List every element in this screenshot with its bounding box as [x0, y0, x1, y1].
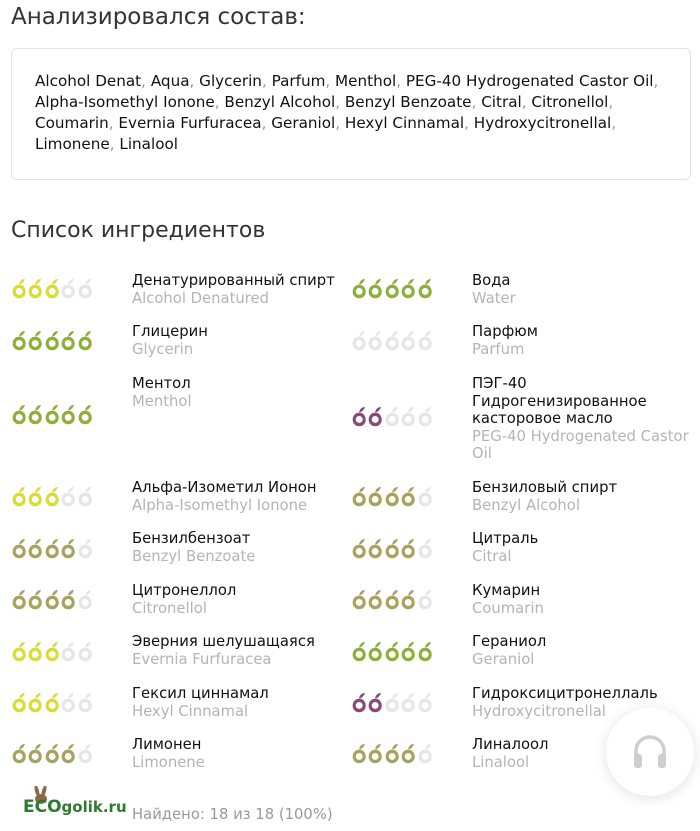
- ingredient-name-ru: Денатурированный спирт: [132, 272, 335, 289]
- composition-item: Menthol: [335, 72, 397, 90]
- drop-icon: [27, 639, 43, 663]
- ingredient-name-ru: Бензилбензоат: [132, 530, 251, 547]
- drop-icon: [77, 690, 93, 714]
- drop-icon: [351, 690, 367, 714]
- ingredient-name-ru: Кумарин: [472, 582, 541, 599]
- drop-icon: [44, 402, 60, 426]
- audio-button[interactable]: [606, 708, 694, 796]
- drop-icon: [77, 741, 93, 765]
- logo-domain: golik.ru: [61, 798, 127, 816]
- composition-separator: ,: [261, 72, 272, 90]
- headphones-icon: [631, 734, 669, 770]
- composition-separator: ,: [214, 93, 225, 111]
- composition-item: Aqua: [150, 72, 190, 90]
- drop-icon: [367, 484, 383, 508]
- drop-icon: [60, 639, 76, 663]
- drop-icon: [77, 328, 93, 352]
- drop-icon: [400, 404, 416, 428]
- ingredient-names: [472, 375, 696, 463]
- drop-icon: [11, 587, 27, 611]
- drop-icon: [367, 536, 383, 560]
- composition-item: Hydroxycitronellal: [473, 114, 612, 132]
- composition-separator: ,: [464, 114, 474, 132]
- drop-icon: [417, 328, 433, 352]
- drop-icon: [60, 690, 76, 714]
- safety-rating: [11, 484, 93, 508]
- drop-icon: [11, 484, 27, 508]
- drop-icon: [60, 402, 76, 426]
- ingredients-heading: Список ингредиентов: [11, 218, 266, 243]
- safety-rating: [351, 276, 433, 300]
- ingredient-name-en: Parfum: [472, 340, 525, 358]
- ingredient-names: [132, 685, 356, 720]
- drop-icon: [77, 276, 93, 300]
- composition-separator: ,: [521, 93, 532, 111]
- drop-icon: [77, 587, 93, 611]
- composition-item: Coumarin: [35, 114, 109, 132]
- drop-icon: [400, 484, 416, 508]
- drop-icon: [417, 639, 433, 663]
- drop-icon: [27, 402, 43, 426]
- ingredient-name-ru: Цитраль: [472, 530, 539, 547]
- drop-icon: [27, 741, 43, 765]
- composition-item: PEG-40 Hydrogenated Castor Oil: [405, 72, 654, 90]
- drop-icon: [367, 741, 383, 765]
- drop-icon: [417, 404, 433, 428]
- drop-icon: [384, 276, 400, 300]
- drop-icon: [11, 276, 27, 300]
- drop-icon: [44, 484, 60, 508]
- ingredient-name-en: Hexyl Cinnamal: [132, 702, 249, 720]
- drop-icon: [400, 328, 416, 352]
- drop-icon: [384, 536, 400, 560]
- drop-icon: [11, 328, 27, 352]
- safety-rating: [11, 402, 93, 426]
- drop-icon: [400, 587, 416, 611]
- composition-separator: ,: [189, 72, 200, 90]
- drop-icon: [367, 690, 383, 714]
- composition-separator: ,: [108, 114, 119, 132]
- drop-icon: [60, 328, 76, 352]
- safety-rating: [351, 587, 433, 611]
- drop-icon: [384, 484, 400, 508]
- safety-rating: [351, 484, 433, 508]
- safety-rating: [351, 690, 433, 714]
- drop-icon: [417, 587, 433, 611]
- drop-icon: [11, 536, 27, 560]
- drop-icon: [417, 536, 433, 560]
- drop-icon: [44, 276, 60, 300]
- ingredient-names: [132, 479, 356, 514]
- composition-separator: ,: [261, 114, 272, 132]
- drop-icon: [44, 587, 60, 611]
- drop-icon: [417, 276, 433, 300]
- drop-icon: [60, 484, 76, 508]
- ingredient-name-en: Glycerin: [132, 340, 194, 358]
- drop-icon: [400, 639, 416, 663]
- safety-rating: [11, 690, 93, 714]
- drop-icon: [60, 536, 76, 560]
- composition-separator: ,: [611, 114, 617, 132]
- ingredient-name-en: Citral: [472, 547, 512, 565]
- drop-icon: [367, 587, 383, 611]
- composition-item: Hexyl Cinnamal: [344, 114, 465, 132]
- drop-icon: [351, 404, 367, 428]
- drop-icon: [27, 328, 43, 352]
- composition-item: Limonene: [35, 135, 110, 153]
- composition-separator: ,: [141, 72, 151, 90]
- ingredient-name-ru: Лимонен: [132, 736, 202, 753]
- ingredient-names: [472, 323, 696, 358]
- safety-rating: [11, 276, 93, 300]
- ingredient-name-ru: Линалоол: [472, 736, 549, 753]
- drop-icon: [384, 404, 400, 428]
- ingredient-name-ru: ПЭГ-40 Гидрогенизированное касторовое масло: [472, 375, 647, 427]
- composition-separator: ,: [335, 114, 345, 132]
- composition-separator: ,: [109, 135, 120, 153]
- drop-icon: [44, 328, 60, 352]
- drop-icon: [417, 484, 433, 508]
- drop-icon: [77, 639, 93, 663]
- ingredient-name-en: Citronellol: [132, 599, 207, 617]
- ingredient-names: [132, 272, 356, 307]
- ingredient-names: [472, 272, 696, 307]
- drop-icon: [367, 404, 383, 428]
- composition-item: Citronellol: [531, 93, 609, 111]
- composition-separator: ,: [608, 93, 614, 111]
- drop-icon: [60, 587, 76, 611]
- safety-rating: [11, 639, 93, 663]
- ingredient-name-ru: Бензиловый спирт: [472, 479, 618, 496]
- ingredient-name-ru: Парфюм: [472, 323, 538, 340]
- drop-icon: [351, 639, 367, 663]
- drop-icon: [384, 690, 400, 714]
- drop-icon: [77, 484, 93, 508]
- ingredient-name-en: Limonene: [132, 753, 205, 771]
- ingredient-name-en: Benzyl Alcohol: [472, 496, 580, 514]
- ingredient-name-ru: Гидроксицитронеллаль: [472, 685, 658, 702]
- ingredient-name-en: Evernia Furfuracea: [132, 650, 272, 668]
- drop-icon: [27, 536, 43, 560]
- ingredient-name-ru: Глицерин: [132, 323, 208, 340]
- drop-icon: [44, 741, 60, 765]
- composition-item: Citral: [481, 93, 522, 111]
- composition-item: Benzyl Alcohol: [224, 93, 336, 111]
- ingredient-name-ru: Вода: [472, 272, 511, 289]
- drop-icon: [367, 639, 383, 663]
- drop-icon: [384, 587, 400, 611]
- drop-icon: [11, 402, 27, 426]
- drop-icon: [27, 276, 43, 300]
- ingredient-name-ru: Ментол: [132, 375, 191, 392]
- composition-separator: ,: [653, 72, 659, 90]
- ingredient-names: [472, 633, 696, 668]
- ingredient-name-ru: Гераниол: [472, 633, 547, 650]
- safety-rating: [11, 741, 93, 765]
- drop-icon: [384, 328, 400, 352]
- composition-item: Benzyl Benzoate: [344, 93, 472, 111]
- ingredient-names: [132, 736, 356, 771]
- ingredient-names: [132, 582, 356, 617]
- safety-rating: [11, 328, 93, 352]
- ingredient-name-en: Alcohol Denatured: [132, 289, 270, 307]
- ingredient-name-en: Water: [472, 289, 516, 307]
- drop-icon: [400, 741, 416, 765]
- drop-icon: [27, 484, 43, 508]
- drop-icon: [351, 276, 367, 300]
- safety-rating: [351, 536, 433, 560]
- composition-separator: ,: [325, 72, 336, 90]
- composition-item: Geraniol: [271, 114, 336, 132]
- ingredient-names: [132, 323, 356, 358]
- ingredient-name-en: Hydroxycitronellal: [472, 702, 606, 720]
- drop-icon: [44, 536, 60, 560]
- drop-icon: [367, 276, 383, 300]
- drop-icon: [351, 328, 367, 352]
- found-count: Найдено: 18 из 18 (100%): [132, 806, 333, 823]
- safety-rating: [351, 741, 433, 765]
- drop-icon: [11, 639, 27, 663]
- drop-icon: [27, 587, 43, 611]
- ingredient-name-ru: Альфа-Изометил Ионон: [132, 479, 317, 496]
- ingredient-name-en: Alpha-Isomethyl Ionone: [132, 496, 308, 514]
- drop-icon: [44, 639, 60, 663]
- drop-icon: [384, 639, 400, 663]
- drop-icon: [351, 587, 367, 611]
- ingredient-name-en: Benzyl Benzoate: [132, 547, 256, 565]
- drop-icon: [351, 536, 367, 560]
- ingredient-name-en: Coumarin: [472, 599, 544, 617]
- drop-icon: [400, 276, 416, 300]
- ingredient-names: [472, 582, 696, 617]
- composition-item: Alpha-Isomethyl Ionone: [35, 93, 215, 111]
- safety-rating: [351, 404, 433, 428]
- composition-item: Alcohol Denat: [35, 72, 142, 90]
- ingredient-name-ru: Эверния шелушащаяся: [132, 633, 315, 650]
- drop-icon: [27, 690, 43, 714]
- safety-rating: [11, 587, 93, 611]
- composition-box: [11, 48, 691, 180]
- drop-icon: [417, 690, 433, 714]
- composition-item: Evernia Furfuracea: [118, 114, 262, 132]
- composition-separator: ,: [335, 93, 345, 111]
- ingredient-name-en: Linalool: [472, 753, 530, 771]
- composition-item: Linalool: [119, 135, 179, 153]
- drop-icon: [400, 536, 416, 560]
- drop-icon: [60, 741, 76, 765]
- composition-item: Glycerin: [199, 72, 262, 90]
- ingredient-names: [472, 479, 696, 514]
- ingredient-name-ru: Цитронеллол: [132, 582, 237, 599]
- safety-rating: [351, 639, 433, 663]
- drop-icon: [60, 276, 76, 300]
- composition-separator: ,: [471, 93, 482, 111]
- drop-icon: [77, 536, 93, 560]
- composition-item: Parfum: [271, 72, 326, 90]
- ingredient-name-en: PEG-40 Hydrogenated Castor Oil: [472, 427, 689, 462]
- logo-eco: ECO: [23, 797, 62, 817]
- ecogolik-logo[interactable]: [13, 786, 127, 824]
- drop-icon: [77, 402, 93, 426]
- drop-icon: [351, 741, 367, 765]
- drop-icon: [400, 690, 416, 714]
- drop-icon: [384, 741, 400, 765]
- drop-icon: [417, 741, 433, 765]
- ingredient-name-en: Menthol: [132, 392, 192, 410]
- drop-icon: [351, 484, 367, 508]
- ingredient-names: [472, 530, 696, 565]
- logo-text: [23, 797, 127, 817]
- composition-separator: ,: [396, 72, 406, 90]
- ingredient-names: [132, 530, 356, 565]
- drop-icon: [44, 690, 60, 714]
- ingredient-name-ru: Гексил циннамал: [132, 685, 269, 702]
- drop-icon: [11, 741, 27, 765]
- drop-icon: [367, 328, 383, 352]
- composition-heading: Анализировался состав:: [11, 4, 306, 30]
- ingredient-names: [132, 375, 356, 410]
- ingredient-names: [132, 633, 356, 668]
- safety-rating: [351, 328, 433, 352]
- ingredient-name-en: Geraniol: [472, 650, 535, 668]
- drop-icon: [11, 690, 27, 714]
- safety-rating: [11, 536, 93, 560]
